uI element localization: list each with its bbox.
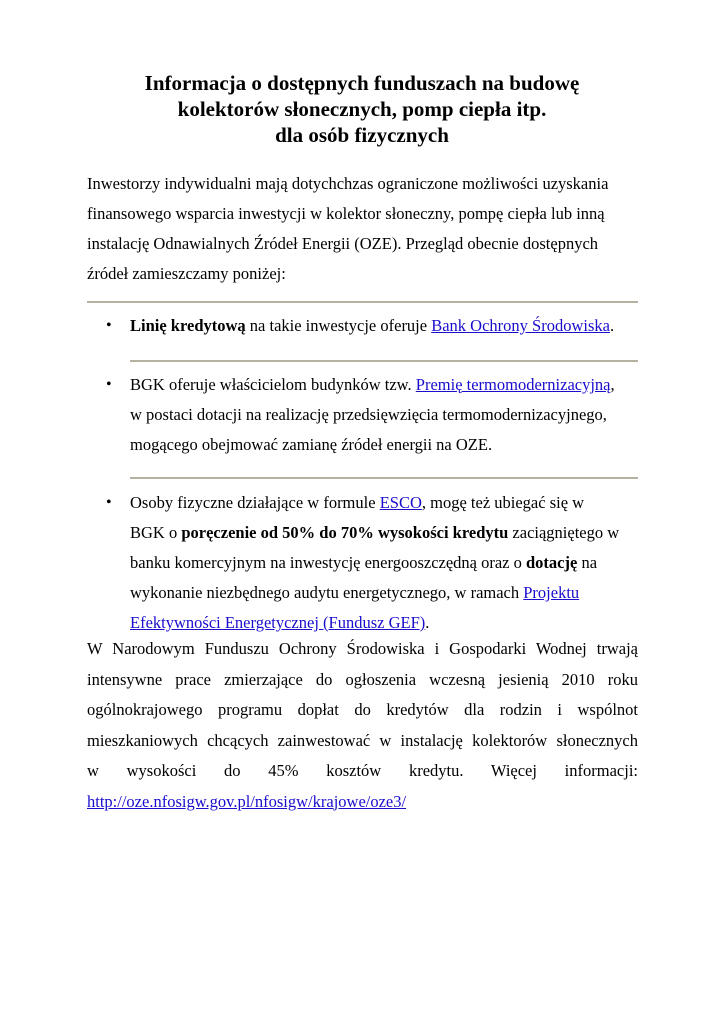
- page-title: [60, 70, 664, 148]
- divider: [87, 301, 638, 303]
- link-projekt-gef[interactable]: Projektu: [523, 583, 580, 602]
- title-line: kolektorów słonecznych, pomp ciepła itp.: [177, 97, 547, 121]
- bold-phrase: poręczenie od 50% do 70% wysokości kredytu: [181, 523, 509, 542]
- title-line: Informacja o dostępnych funduszach na budowę: [144, 71, 580, 95]
- bold-phrase: Linię kredytową: [130, 316, 246, 335]
- link-bank-ochrony-srodowiska[interactable]: Bank Ochrony Środowiska: [431, 316, 610, 335]
- intro-line: finansowego wsparcia inwestycji w kolektor słoneczny, pompę ciepła lub inną: [87, 204, 605, 223]
- bullet-icon: •: [106, 376, 112, 393]
- bold-phrase: dotację: [526, 553, 578, 572]
- paragraph-line: ogólnokrajowego programu dopłat do kredytów dla rodzin i wspólnot: [87, 700, 638, 719]
- intro-paragraph: [87, 169, 647, 289]
- paragraph-line: w wysokości do 45% kosztów kredytu. Więcej informacji:: [87, 761, 638, 780]
- document-page: Informacja o dostępnych funduszach na budowę kolektorów słonecznych, pomp ciepła itp. dla osób fizycznych Inwestorzy indywidualni mają dotychchzas ograniczone możliwości uzyskania finansowego wsparcia inwestycji w kolektor słoneczny, pompę ciepła lub inną instalację Odnawialnych Źródeł Energii (OZE). Przegląd obecnie dostępnych źródeł zamieszczamy poniżej: • Linię kredytową na takie inwestycje oferuje Bank Ochrony Środowiska. • BGK oferuje właścicielom budynków tzw. Premię termomodernizacyjną, w postaci dotacji na realizację przedsięwzięcia termomodernizacyjnego, mogącego obejmować zamianę źródeł energii na OZE. • Osoby fizyczne działające w formule ESCO, mogę też ubiegać się w BGK o poręczenie od 50% do 70% wysokości kredytu zaciągniętego w banku komercyjnym na inwestycję energooszczędną oraz o dotację na wykonanie niezbędnego audytu energetycznego, w ramach Projektu Efektywności Energetycznej (Fundusz GEF). W Narodowym Funduszu Ochrony Środowiska i Gospodarki Wodnej trwają intensywne prace zmierzające do ogłoszenia wczesną jesienią 2010 roku ogólnokrajowego programu dopłat do kredytów dla rodzin i wspólnot mieszkaniowych chcących zainwestować w instalację kolektorów słonecznych w wysokości do 45% kosztów kredytu. Więcej informacji: http://oze.nfosigw.gov.pl/nfosigw/krajowe/oze3/: [0, 0, 724, 1024]
- link-nfosigw-oze3[interactable]: http://oze.nfosigw.gov.pl/nfosigw/krajowe/oze3/: [87, 791, 407, 811]
- paragraph-line: W Narodowym Funduszu Ochrony Środowiska i Gospodarki Wodnej trwają: [87, 639, 638, 658]
- intro-line: źródeł zamieszczamy poniżej:: [87, 264, 286, 283]
- title-line: dla osób fizycznych: [275, 123, 449, 147]
- link-premia-termomodernizacyjna[interactable]: Premię termomodernizacyjną: [415, 375, 611, 394]
- divider: [130, 477, 638, 479]
- intro-line: Inwestorzy indywidualni mają dotychchzas ograniczone możliwości uzyskania: [87, 174, 609, 193]
- link-esco[interactable]: ESCO: [379, 493, 422, 512]
- paragraph-line: mieszkaniowych chcących zainwestować w instalację kolektorów słonecznych: [87, 730, 638, 750]
- divider: [130, 360, 638, 362]
- nfosigw-paragraph: [87, 634, 638, 817]
- intro-line: instalację Odnawialnych Źródeł Energii (OZE). Przegląd obecnie dostępnych: [87, 234, 599, 253]
- bullet-icon: •: [106, 317, 112, 334]
- paragraph-line: intensywne prace zmierzające do ogłoszenia wczesną jesienią 2010 roku: [87, 669, 638, 689]
- link-projekt-gef-cont[interactable]: Efektywności Energetycznej (Fundusz GEF): [130, 613, 426, 632]
- bullet-icon: •: [106, 494, 112, 511]
